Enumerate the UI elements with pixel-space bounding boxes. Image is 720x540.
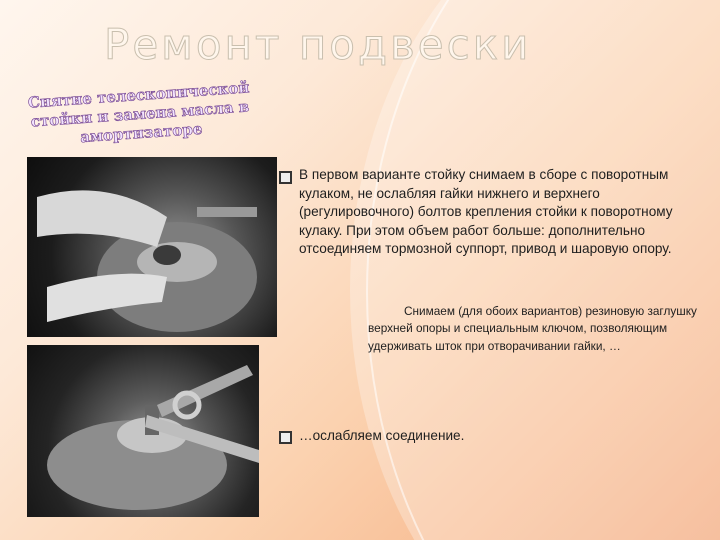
slide-title: Ремонт подвески [104,20,532,69]
paragraph-first-variant: В первом варианте стойку снимаем в сборе с поворотным кулаком, не ослабляя гайки нижнего и верхнего (регулировочного) болтов крепления стойки к поворотному кулаку. При этом объем работ больше: дополнительно отсоединяем тормозной суппорт, привод и шаровую опору. [299,167,673,256]
decorative-arc-outline [366,0,720,540]
checkbox-bullet-icon [279,431,292,444]
paragraph-remove-plug: Снимаем (для обоих вариантов) резиновую заглушку верхней опоры и специальным ключом, позволяющим удерживать шток при отворачивании гайки, … [368,304,697,353]
checkbox-bullet-icon [279,171,292,184]
paragraph-loosen: …ослабляем соединение. [299,428,465,443]
photo-wrench-strut [27,345,259,517]
photo-hands-strut [27,157,277,337]
slide-subtitle: Снятие телескопической стойки и замена масла в амортизаторе [27,78,250,147]
